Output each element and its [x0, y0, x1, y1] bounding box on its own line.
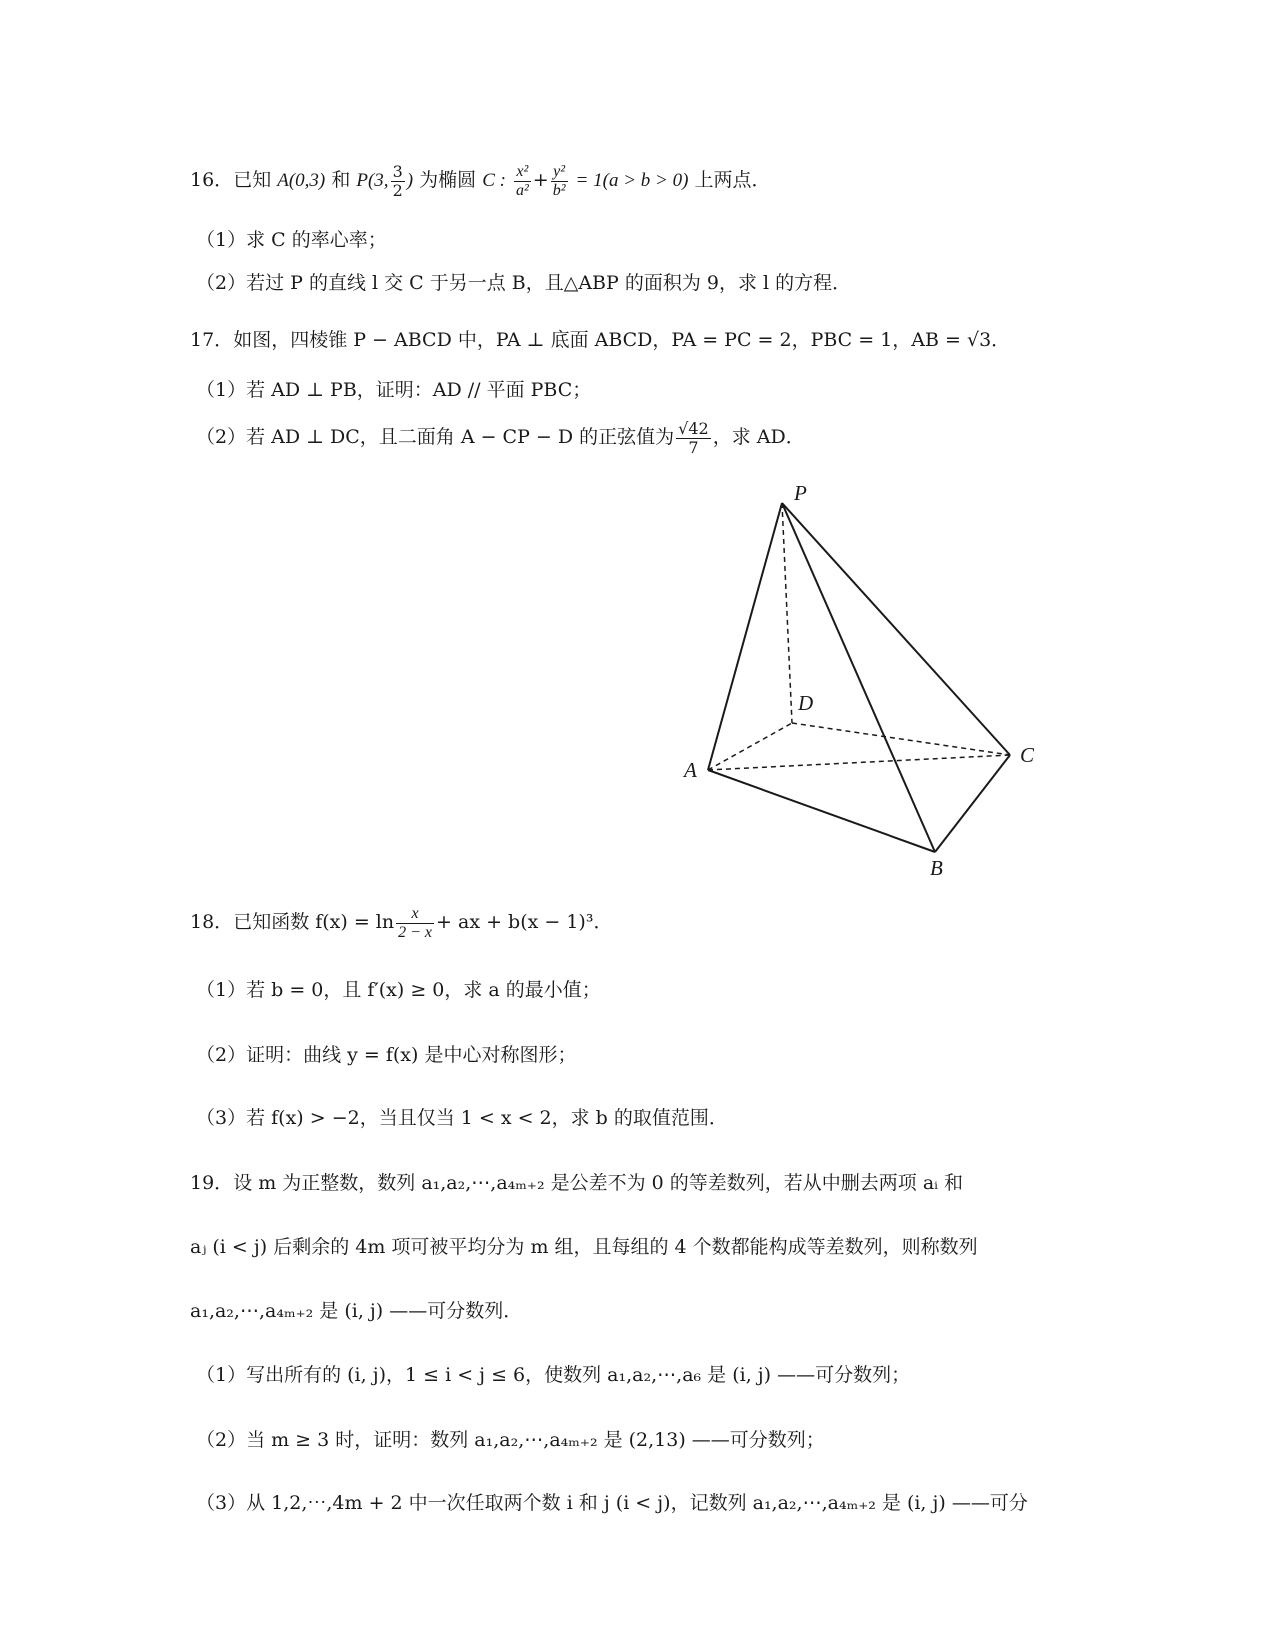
q16-text: 为椭圆 [419, 169, 477, 192]
q17-statement [190, 325, 1010, 352]
vertex-label-b: B [930, 856, 943, 880]
q16-x-fraction [514, 163, 531, 199]
fraction-denominator: 2 [392, 180, 403, 200]
q16-part-2: （2）若过 P 的直线 l 交 C 于另一点 B，且△ABP 的面积为 9，求 l 的方程． [196, 272, 852, 294]
q16-text: 已知 [233, 169, 272, 192]
edge-pc [782, 503, 1010, 755]
q17-part-1: （1）若 AD ⊥ PB，证明：AD // 平面 PBC； [196, 379, 592, 401]
q16-statement [190, 163, 770, 199]
q16-point-a: A(0,3) [277, 170, 326, 192]
q18-log-fraction [396, 905, 434, 941]
q17-sine-fraction [676, 420, 711, 456]
q17-text: 如图，四棱锥 P − ABCD 中，PA ⊥ 底面 ABCD，PA = PC = 2，PBC = 1，AB = √3． [233, 329, 1011, 351]
fraction-denominator: b² [552, 181, 566, 199]
fraction-numerator: x [396, 905, 434, 924]
plus-sign: + [532, 169, 549, 192]
q19-part-3: （3）从 1,2,⋯,4m + 2 中一次任取两个数 i 和 j (i < j)，记数列 a₁,a₂,⋯,a₄ₘ₊₂ 是 (i, j) ——可分 [196, 1492, 1028, 1514]
q19-statement-line-2: aⱼ (i < j) 后剩余的 4m 项可被平均分为 m 组，且每组的 4 个数都能构成等差数列，则称数列 [190, 1236, 978, 1258]
q16-ellipse-name: C : [482, 170, 506, 192]
edge-ab [708, 770, 935, 852]
q19-text: 设 m 为正整数，数列 a₁,a₂,⋯,a₄ₘ₊₂ 是公差不为 0 的等差数列，若从中删去两项 aᵢ 和 [233, 1172, 964, 1194]
pyramid-figure [684, 481, 1080, 895]
q19-part-2: （2）当 m ≥ 3 时，证明：数列 a₁,a₂,⋯,a₄ₘ₊₂ 是 (2,13) ——可分数列； [196, 1429, 825, 1451]
q16-y-fraction [551, 163, 568, 199]
fraction-denominator: a² [515, 181, 529, 199]
q16-point-p-close: ) [406, 170, 414, 192]
q18-text: + ax + b(x − 1)³． [436, 911, 613, 934]
q16-number: 16． [190, 169, 234, 192]
vertex-label-a: A [684, 758, 697, 782]
q19-statement-line-1 [190, 1168, 963, 1195]
fraction-denominator: 2 − x [398, 923, 433, 941]
q18-text: 已知函数 f(x) = ln [233, 911, 395, 934]
q17-part-2-text: （2）若 AD ⊥ DC，且二面角 A − CP − D 的正弦值为 [196, 426, 675, 449]
fraction-numerator: 3 [392, 162, 403, 181]
edge-ad [708, 723, 792, 770]
edge-pb [782, 503, 935, 852]
q17-part-2 [196, 420, 805, 456]
q16-part-1: （1）求 C 的率心率； [196, 229, 387, 251]
q16-text: 和 [331, 169, 351, 192]
edge-pa [708, 503, 782, 770]
q19-part-1: （1）写出所有的 (i, j)，1 ≤ i < j ≤ 6，使数列 a₁,a₂,⋯,a₆ 是 (i, j) ——可分数列； [196, 1364, 911, 1386]
q16-text: 上两点． [694, 169, 771, 192]
q18-part-1: （1）若 b = 0，且 f′(x) ≥ 0，求 a 的最小值； [196, 979, 601, 1001]
edge-dc [792, 723, 1010, 755]
edge-bc [935, 755, 1010, 852]
q17-part-2-text: ，求 AD． [712, 426, 805, 449]
q18-statement [190, 905, 612, 941]
edge-pd [782, 503, 792, 723]
q18-part-2: （2）证明：曲线 y = f(x) 是中心对称图形； [196, 1044, 577, 1066]
fraction-numerator: y² [551, 163, 568, 182]
q16-p-fraction [391, 163, 405, 199]
edge-ac [708, 755, 1010, 770]
fraction-numerator: √42 [678, 419, 709, 438]
q18-number: 18． [190, 911, 234, 934]
vertex-label-c: C [1020, 743, 1035, 767]
q19-statement-line-3: a₁,a₂,⋯,a₄ₘ₊₂ 是 (i, j) ——可分数列． [190, 1300, 523, 1322]
fraction-numerator: x² [514, 163, 531, 182]
q16-point-p: P(3, [356, 170, 389, 192]
q19-number: 19． [190, 1172, 234, 1194]
q17-number: 17． [190, 329, 234, 351]
q18-part-3: （3）若 f(x) > −2，当且仅当 1 < x < 2，求 b 的取值范围． [196, 1107, 728, 1129]
fraction-denominator: 7 [688, 437, 699, 457]
vertex-label-p: P [794, 481, 807, 505]
vertex-label-d: D [798, 691, 814, 715]
q16-ellipse-condition: = 1(a > b > 0) [575, 170, 689, 192]
